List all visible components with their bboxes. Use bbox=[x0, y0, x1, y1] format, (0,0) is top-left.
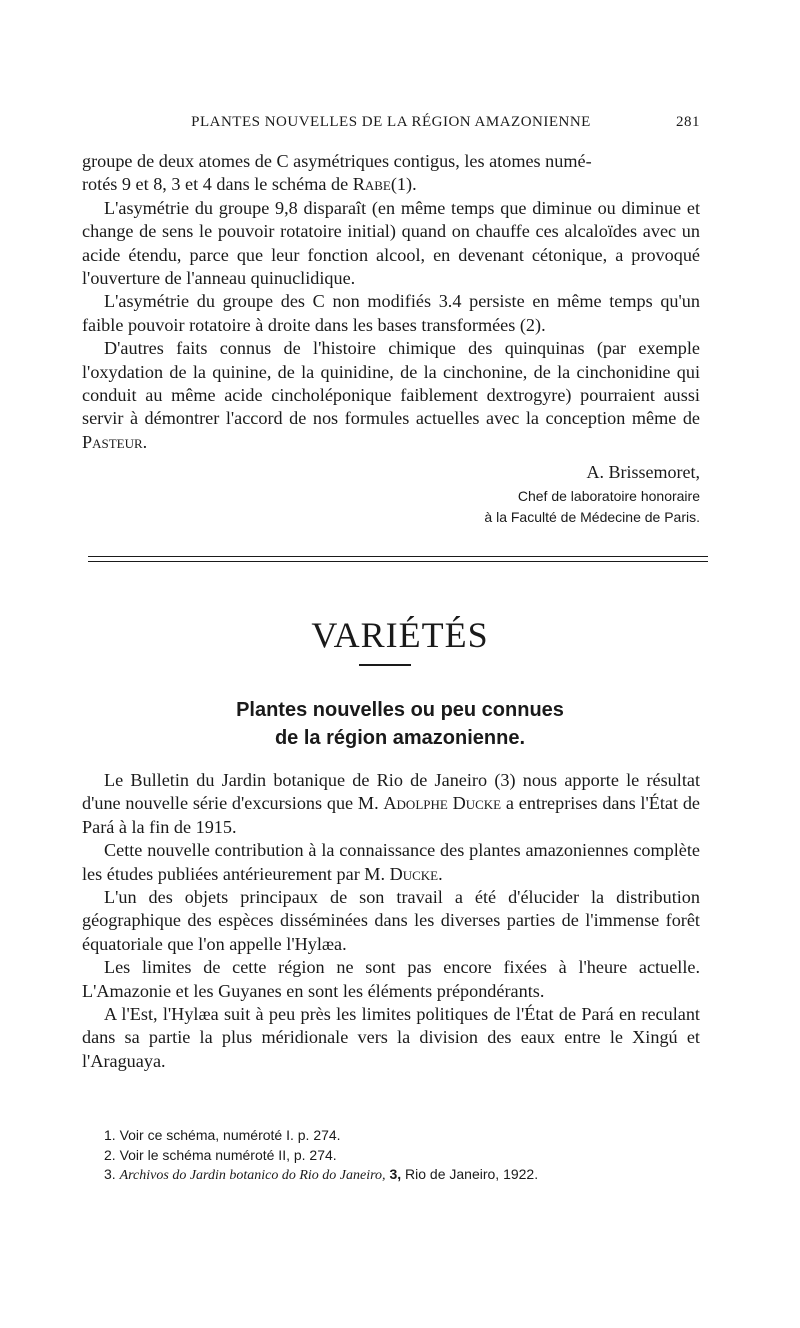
top-body-text bbox=[82, 150, 700, 454]
paragraph: Les limites de cette région ne sont pas encore fixées à l'heure actuelle. L'Amazonie et les Guyanes en sont les éléments prépondérants. bbox=[82, 957, 700, 1001]
author-name: A. Brissemoret, bbox=[586, 462, 700, 482]
page-number: 281 bbox=[676, 114, 700, 130]
divider-rule bbox=[88, 561, 708, 562]
paragraph: L'asymétrie du groupe des C non modifiés 3.4 persiste en même temps qu'un faible pouvoir rotatoire à droite dans les bases transformées (2). bbox=[82, 291, 700, 335]
running-title: PLANTES NOUVELLES DE LA RÉGION AMAZONIENNE bbox=[191, 114, 591, 130]
paragraph: D'autres faits connus de l'histoire chimique des quinquinas (par exemple l'oxydation de la quinine, de la quinidine, de la cinchonine, de la cinchonidine qui conduit au même acide cincholéponique faiblement dextrogyre) pourraient aussi servir à démontrer l'accord de nos formules actuelles avec la conception même de Pasteur. bbox=[82, 338, 700, 452]
paragraph: A l'Est, l'Hylæa suit à peu près les limites politiques de l'État de Pará en reculant dans sa partie la plus méridionale vers la division des eaux entre le Xingú et l'Araguaya. bbox=[82, 1004, 700, 1071]
paragraph: Cette nouvelle contribution à la connaissance des plantes amazoniennes complète les études publiées antérieurement par M. Ducke. bbox=[82, 840, 700, 884]
footnote: 2. Voir le schéma numéroté II, p. 274. bbox=[104, 1146, 337, 1163]
paragraph: L'un des objets principaux de son travail a été d'élucider la distribution géographique des espèces disséminées dans les diverses parties de l'immense forêt équatoriale que l'on appelle l'Hylæa. bbox=[82, 887, 700, 954]
footnote: 3. Archivos do Jardin botanico do Rio do Janeiro, 3, Rio de Janeiro, 1922. bbox=[104, 1166, 539, 1183]
author-title: Chef de laboratoire honoraire bbox=[517, 488, 700, 504]
running-head bbox=[82, 114, 700, 134]
footnote: 1. Voir ce schéma, numéroté I. p. 274. bbox=[104, 1127, 341, 1143]
title-underline bbox=[359, 664, 411, 666]
article-title: Plantes nouvelles ou peu connues de la région amazonienne. bbox=[236, 699, 564, 749]
author-affiliation: à la Faculté de Médecine de Paris. bbox=[484, 509, 700, 525]
paragraph: groupe de deux atomes de C asymétriques contigus, les atomes numé- rotés 9 et 8, 3 et 4 dans le schéma de Rabe(1). bbox=[82, 151, 592, 195]
paragraph: L'asymétrie du groupe 9,8 disparaît (en même temps que diminue ou diminue et change de sens le pouvoir rotatoire initial) quand on chauffe ces alcaloïdes avec un acide étendu, parce que leur fonction alcool, en devenant cétonique, a provoqué l'ouverture de l'anneau quinuclidique. bbox=[82, 197, 700, 289]
section-title: VARIÉTÉS bbox=[311, 615, 489, 655]
article-body-text bbox=[82, 769, 700, 1073]
paragraph: Le Bulletin du Jardin botanique de Rio de Janeiro (3) nous apporte le résultat d'une nouvelle série d'excursions que M. Adolphe Ducke a entreprises dans l'État de Pará à la fin de 1915. bbox=[82, 770, 700, 837]
divider-rule bbox=[88, 556, 708, 557]
footnotes bbox=[104, 1126, 704, 1186]
